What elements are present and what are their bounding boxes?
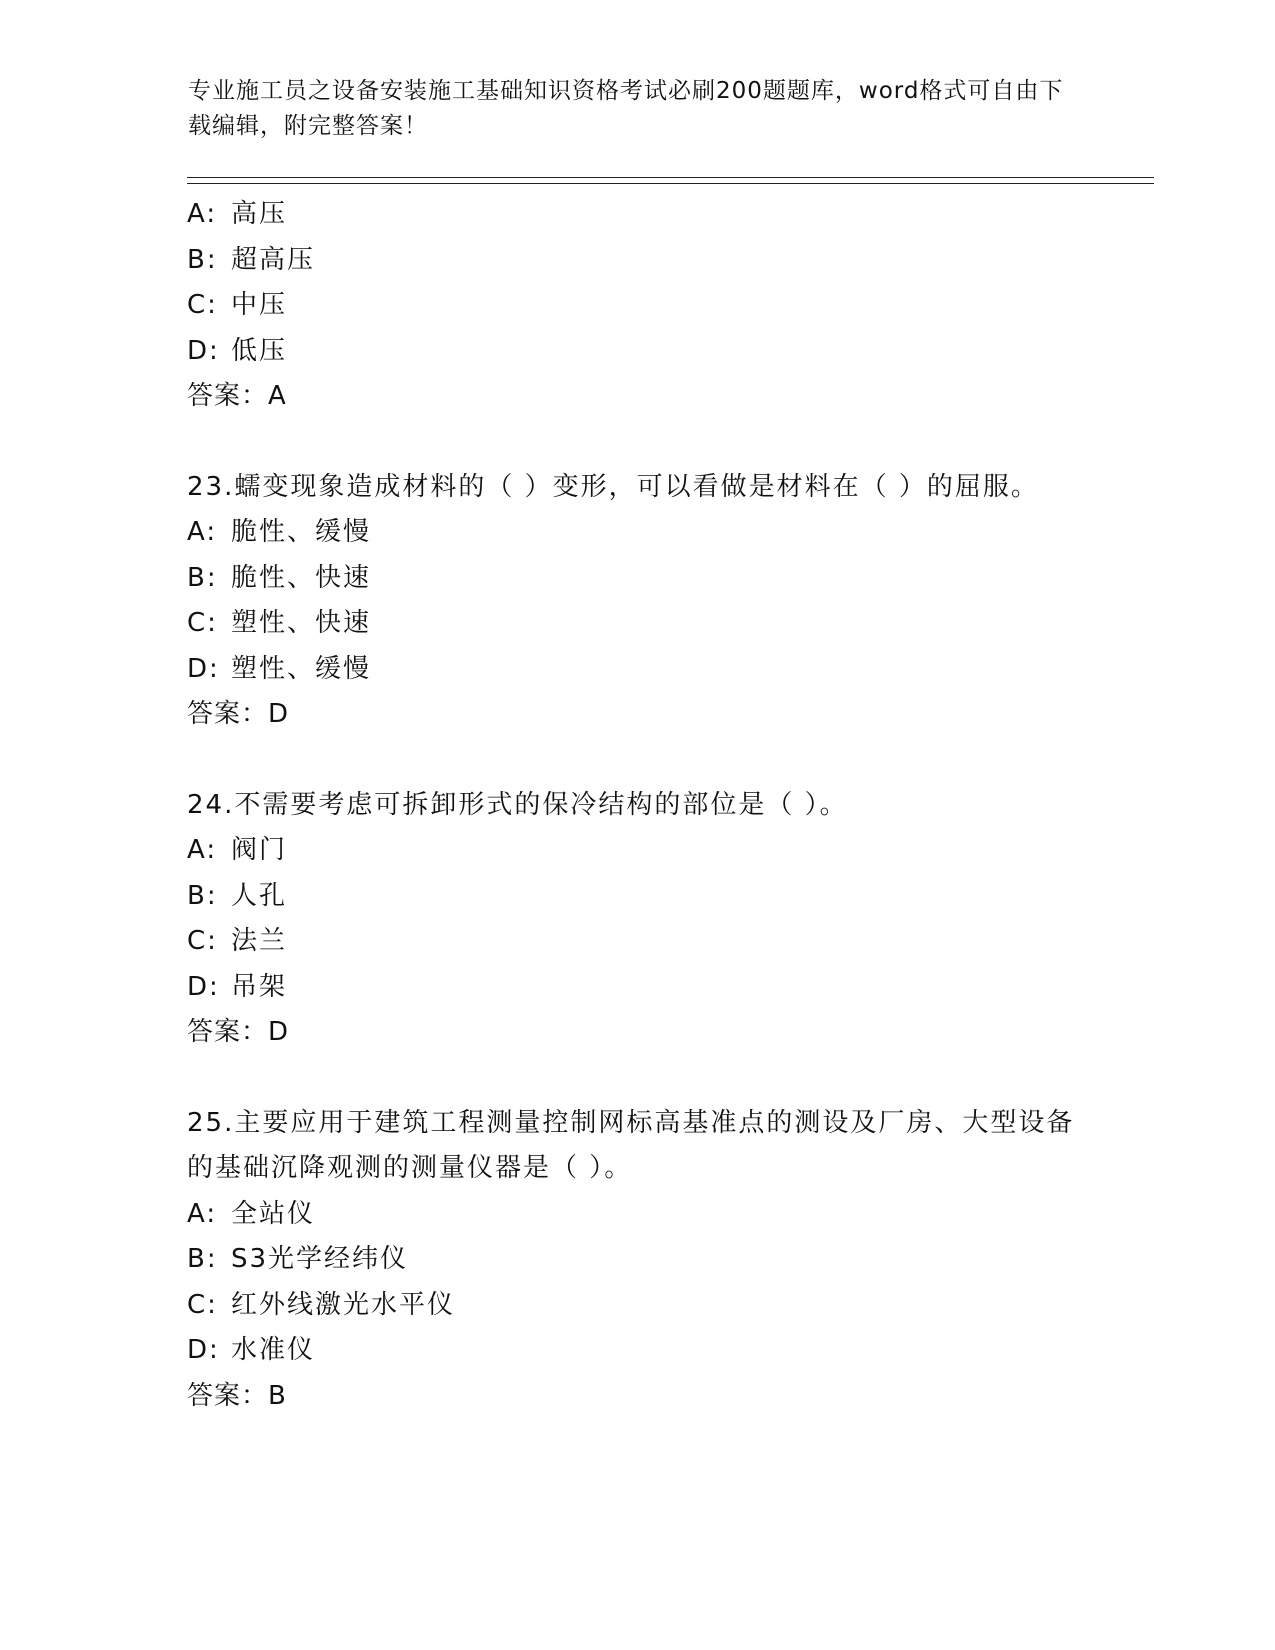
option-a: A: 全站仪 [187,1198,316,1229]
answer-line: 答案：A [187,381,288,411]
option-b: B: S3光学经纬仪 [187,1244,409,1274]
answer-line: 答案：B [187,1380,288,1411]
option-c: C: 法兰 [187,926,288,956]
question-title: 23.蠕变现象造成材料的（ ）变形，可以看做是材料在（ ）的屈服。 [187,471,1039,502]
option-c: C: 中压 [187,290,288,320]
question-title: 25.主要应用于建筑工程测量控制网标高基准点的测设及厂房、大型设备的基础沉降观测的测量仪器是（ ）。 [187,1107,1075,1183]
header-rule-top [187,177,1154,178]
option-a: A: 阀门 [187,835,288,865]
header-rule-bottom [187,183,1154,184]
question-23 [187,465,1087,738]
option-b: B: 人孔 [187,880,288,911]
question-24 [187,783,1087,1056]
question-25 [187,1101,1087,1420]
option-b: B: 脆性、快速 [187,562,372,593]
option-a: A: 高压 [187,199,288,229]
question-22-continued [187,192,1087,420]
option-c: C: 红外线激光水平仪 [187,1289,456,1320]
question-title: 24.不需要考虑可拆卸形式的保冷结构的部位是（ ）。 [187,789,848,820]
option-d: D: 吊架 [187,971,288,1002]
option-d: D: 水准仪 [187,1335,316,1365]
option-a: A: 脆性、缓慢 [187,517,372,547]
option-b: B: 超高压 [187,244,316,275]
answer-line: 答案：D [187,1017,291,1047]
option-d: D: 低压 [187,335,288,366]
answer-line: 答案：D [187,699,291,729]
option-c: C: 塑性、快速 [187,608,372,638]
option-d: D: 塑性、缓慢 [187,653,372,684]
question-list [187,192,1087,1464]
document-header: 专业施工员之设备安装施工基础知识资格考试必刷200题题库，word格式可自由下载编辑，附完整答案！ [188,78,1064,139]
